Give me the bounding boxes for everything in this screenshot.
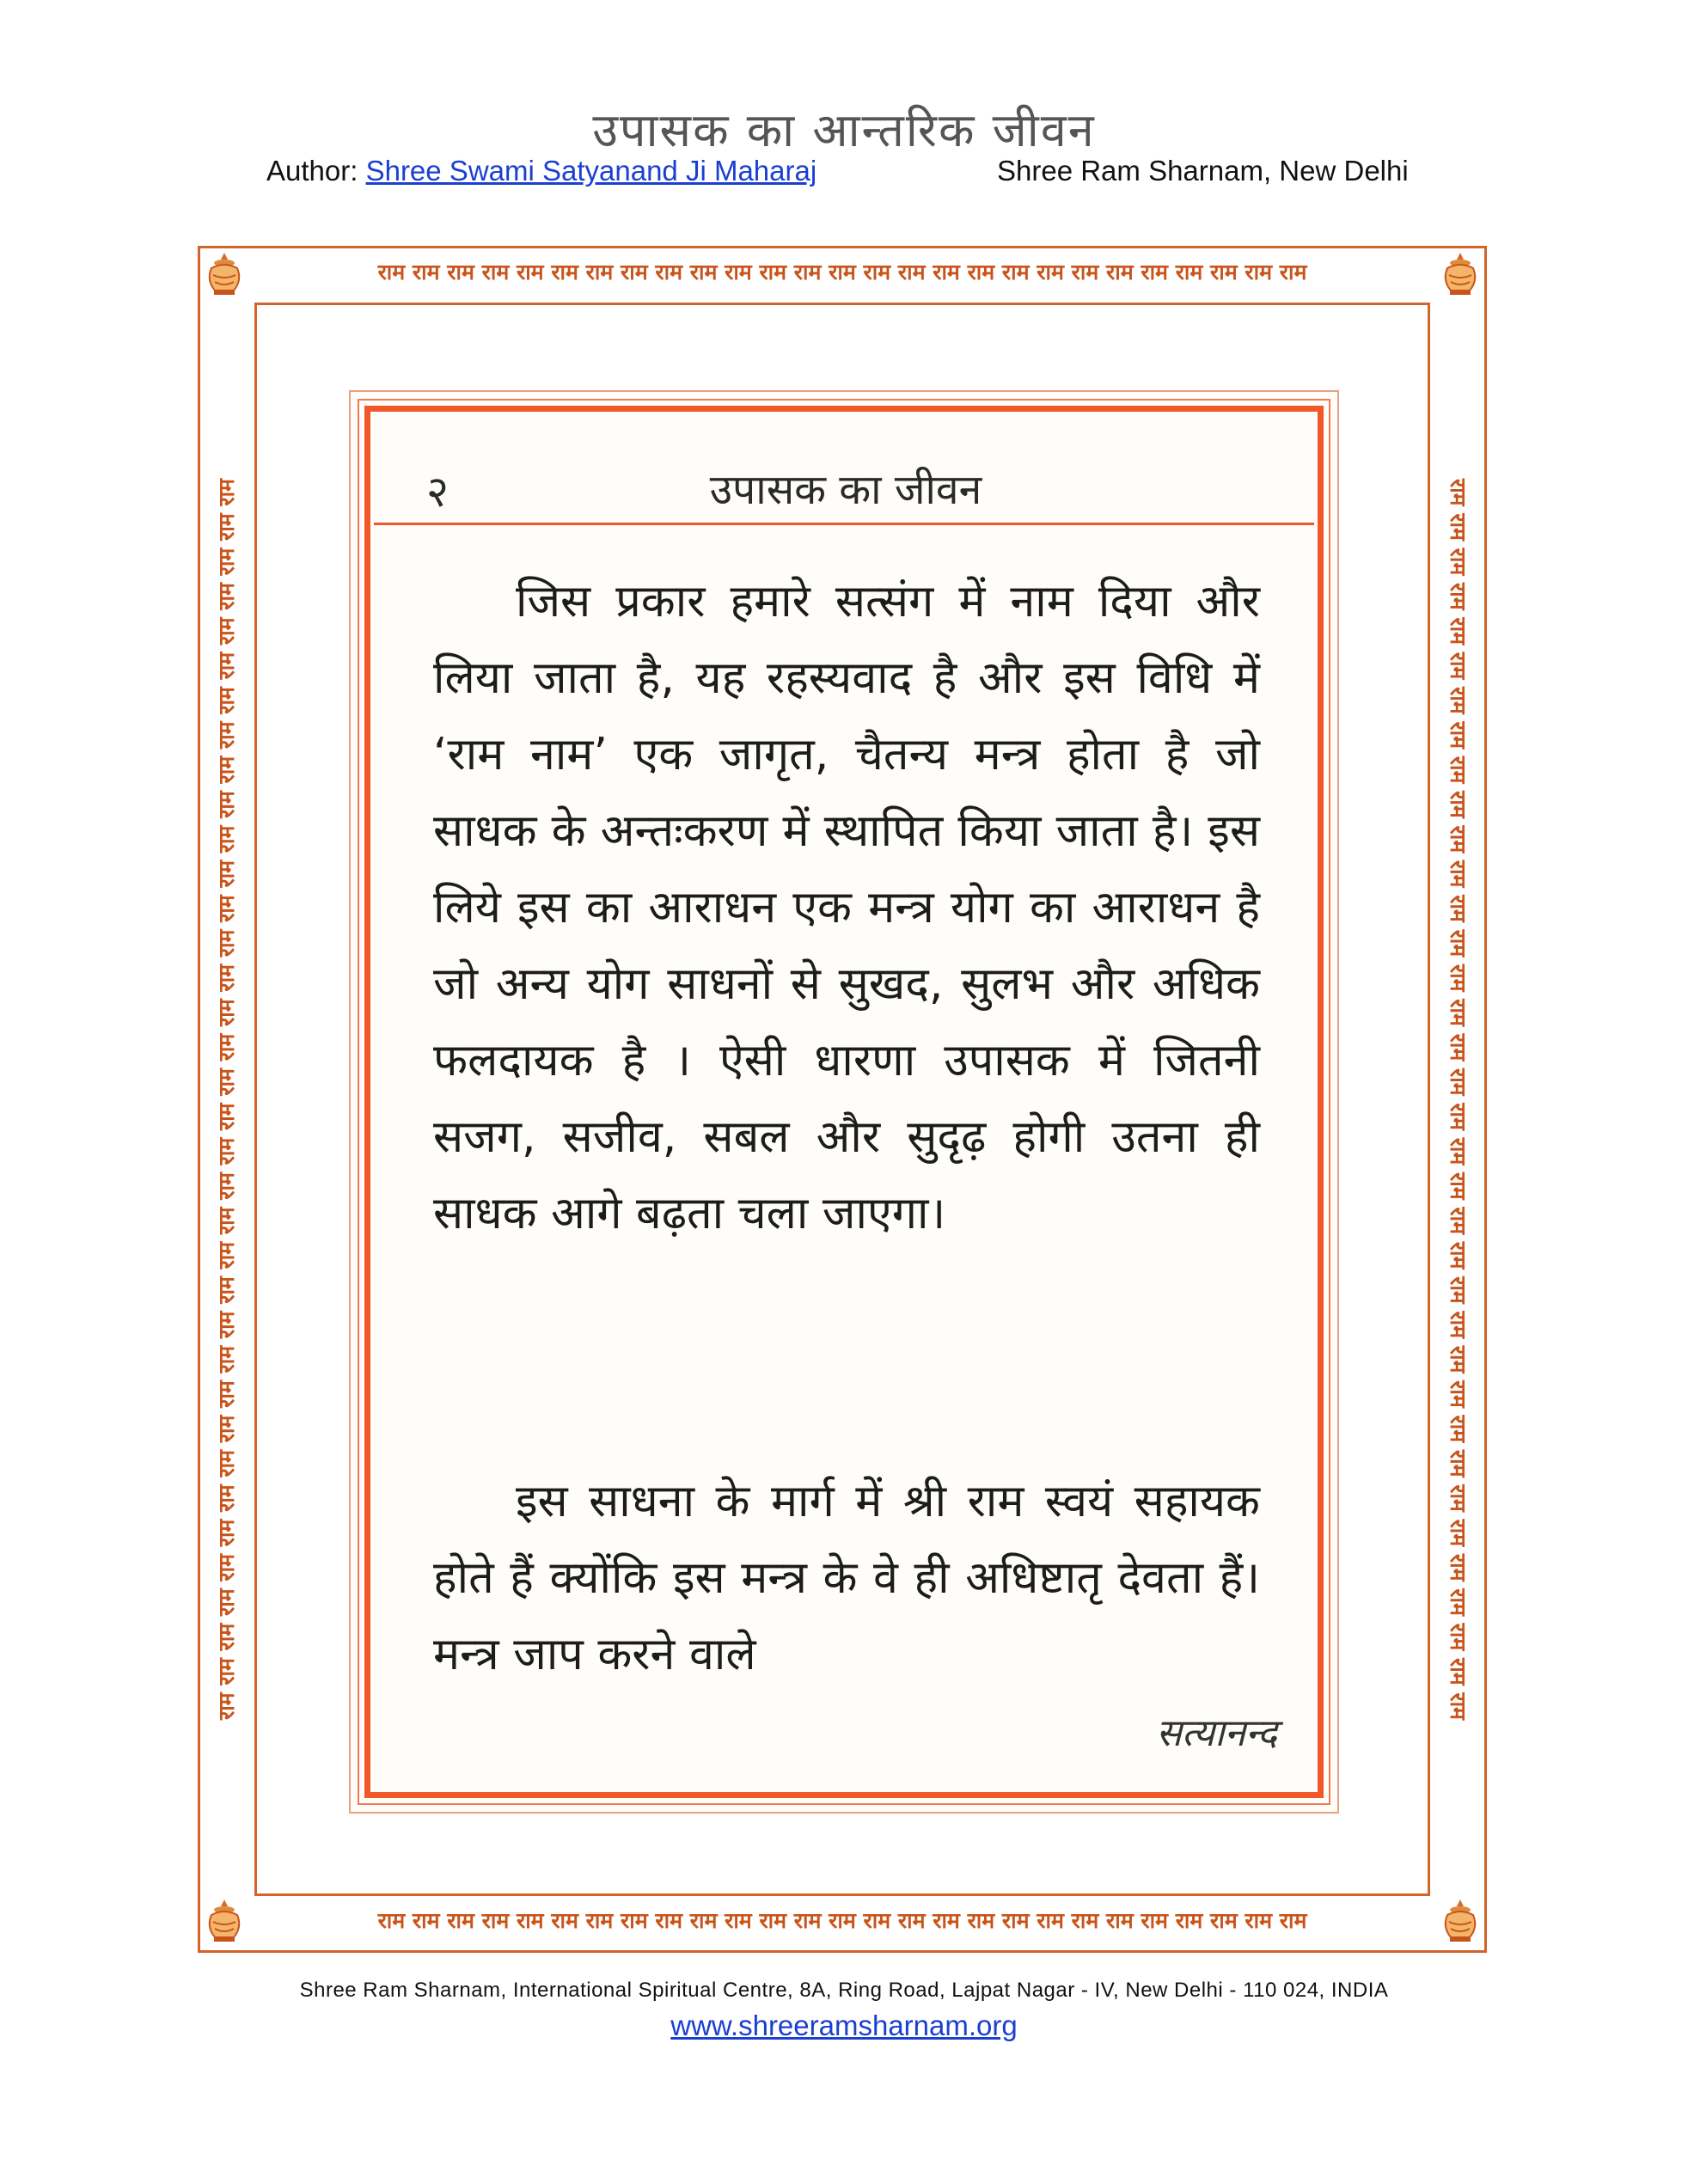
paragraph-1 bbox=[433, 564, 1260, 1252]
paragraph-2 bbox=[433, 1464, 1260, 1693]
ram-border-right bbox=[1437, 318, 1480, 1881]
ram-border-top: राम राम राम राम राम राम राम राम राम राम राम राम राम राम राम राम राम राम राम राम राम राम राम राम राम राम राम bbox=[377, 260, 1307, 284]
page-number: २ bbox=[426, 467, 449, 517]
page-heading: उपासक का जीवन bbox=[709, 466, 982, 514]
footer-website bbox=[0, 2010, 1688, 2042]
book-page bbox=[349, 390, 1339, 1814]
signature: सत्यानन्द bbox=[1156, 1711, 1277, 1755]
publisher-name: Shree Ram Sharnam, New Delhi bbox=[997, 155, 1409, 187]
paragraph-2-text: इस साधना के मार्ग में श्री राम स्वयं सहायक होते हैं क्योंकि इस मन्त्र के वे ही अधिष्टातृ देवता हैं। मन्त्र जाप करने वाले bbox=[433, 1476, 1260, 1680]
document-title: उपासक का आन्तरिक जीवन bbox=[592, 103, 1096, 157]
kalash-icon bbox=[199, 249, 249, 299]
kalash-icon bbox=[1435, 249, 1485, 299]
kalash-icon bbox=[1435, 1896, 1485, 1946]
paragraph-1-text: जिस प्रकार हमारे सत्संग में नाम दिया और लिया जाता है, यह रहस्यवाद है और इस विधि में ‘राम नाम’ एक जागृत, चैतन्य मन्त्र होता है जो साधक के अन्तःकरण में स्थापित किया जाता है। इस लिये इस का आराधन एक मन्त्र योग का आराधन है जो अन्य योग साधनों से सुखद, सुलभ और अधिक फलदायक है । ऐसी धारणा उपासक में जितनी सजग, सजीव, सबल और सुदृढ़ होगी उतना ही साधक आगे बढ़ता चला जाएगा। bbox=[433, 576, 1260, 1239]
ram-border-left-text: राम राम राम राम राम राम राम राम राम राम राम राम राम राम राम राम राम राम राम राम राम राम राम राम राम राम राम राम राम राम राम राम राम राम राम राम bbox=[214, 478, 239, 1721]
kalash-icon bbox=[199, 1896, 249, 1946]
website-link[interactable]: www.shreeramsharnam.org bbox=[670, 2010, 1018, 2041]
heading-divider bbox=[374, 523, 1314, 525]
ram-border-left bbox=[205, 318, 248, 1881]
ram-border-bottom: राम राम राम राम राम राम राम राम राम राम राम राम राम राम राम राम राम राम राम राम राम राम राम राम राम राम राम bbox=[377, 1908, 1307, 1933]
author-link[interactable]: Shree Swami Satyanand Ji Maharaj bbox=[365, 155, 817, 187]
author-line bbox=[266, 155, 816, 187]
footer-address: Shree Ram Sharnam, International Spiritual Centre, 8A, Ring Road, Lajpat Nagar - IV, New Delhi - 110 024, INDIA bbox=[299, 1979, 1389, 2002]
author-label: Author: bbox=[266, 155, 358, 187]
ram-border-right-text: राम राम राम राम राम राम राम राम राम राम राम राम राम राम राम राम राम राम राम राम राम राम राम राम राम राम राम राम राम राम राम राम राम राम राम राम bbox=[1446, 478, 1471, 1721]
